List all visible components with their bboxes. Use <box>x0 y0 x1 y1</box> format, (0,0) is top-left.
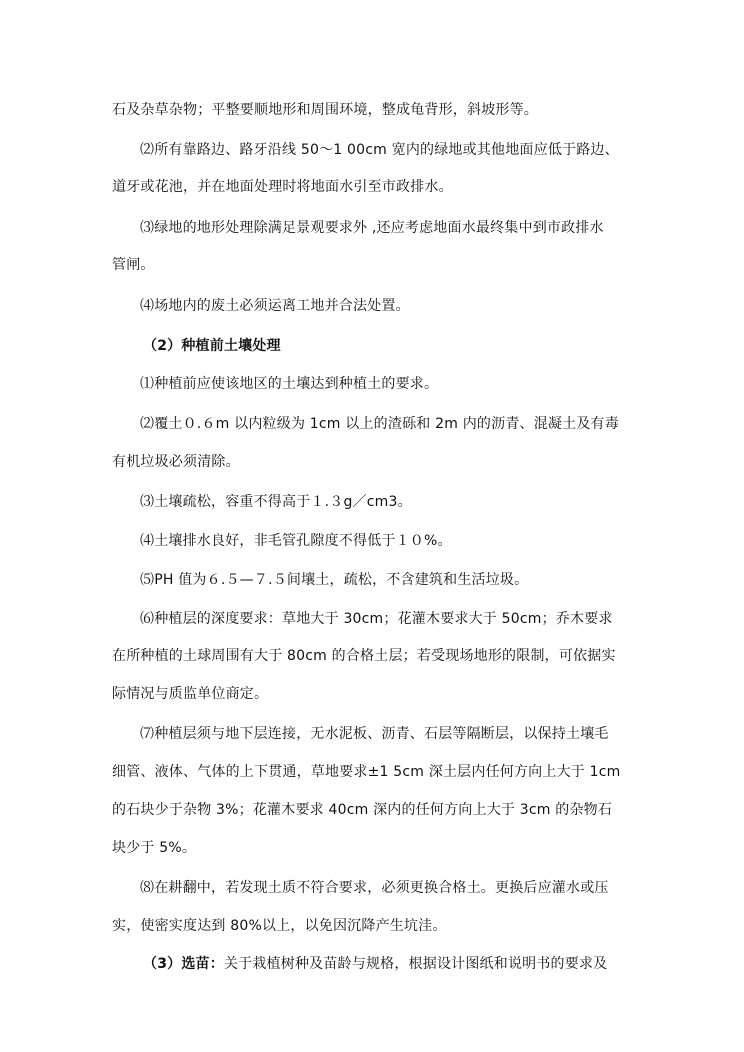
paragraph-line: ⑴种植前应使该地区的土壤达到种植土的要求。 <box>140 376 439 392</box>
paragraph-line: ⑶土壤疏松，容重不得高于１.３g／cm3。 <box>140 494 412 510</box>
paragraph-line: 管闸。 <box>112 257 155 273</box>
paragraph-line: 际情况与质监单位商定。 <box>112 686 269 702</box>
inline-text: 关于栽植树种及苗龄与规格，根据设计图纸和说明书的要求及 <box>223 956 608 972</box>
paragraph-line: 有机垃圾必须清除。 <box>112 454 240 470</box>
paragraph-line: 实，使密实度达到 80%以上，以免因沉降产生坑洼。 <box>112 918 447 934</box>
paragraph-line: 石及杂草杂物；平整要顺地形和周围环境，整成龟背形，斜坡形等。 <box>112 102 538 118</box>
paragraph-line: ⑵所有靠路边、路牙沿线 50～1 00cm 宽内的绿地或其他地面应低于路边、 <box>140 142 619 158</box>
paragraph-line: 在所种植的土球周围有大于 80cm 的合格土层；若受现场地形的限制，可依据实 <box>112 648 616 664</box>
paragraph-line: ⑶绿地的地形处理除满足景观要求外 ,还应考虑地面水最终集中到市政排水 <box>140 220 604 236</box>
paragraph-line: ⑸PH 值为６.５—７.５间壤土，疏松，不含建筑和生活垃圾。 <box>140 572 529 588</box>
paragraph-line: 细管、液体、气体的上下贯通，草地要求±1 5cm 深土层内任何方向上大于 1cm <box>112 764 621 780</box>
paragraph-line: ⑹种植层的深度要求：草地大于 30cm；花灌木要求大于 50cm；乔木要求 <box>140 611 613 627</box>
section-heading: （2）种植前土壤处理 <box>143 338 281 354</box>
paragraph-line: 的石块少于杂物 3%；花灌木要求 40cm 深内的任何方向上大于 3cm 的杂物石 <box>112 802 613 818</box>
paragraph-line: ⑷场地内的废土必须运离工地并合法处置。 <box>140 298 410 314</box>
paragraph-line: ⑷土壤排水良好，非毛管孔隙度不得低于１０%。 <box>140 533 452 549</box>
paragraph-line: ⑻在耕翻中，若发现土质不符合要求，必须更换合格土。更换后应灌水或压 <box>140 880 609 896</box>
paragraph-line: 块少于 5%。 <box>112 840 197 856</box>
paragraph-line: ⑺种植层须与地下层连接，无水泥板、沥青、石层等隔断层，以保持土壤毛 <box>140 726 609 742</box>
paragraph-line: ⑵覆土０.６m 以内粒级为 1cm 以上的渣砾和 2m 内的沥青、混凝土及有毒 <box>140 416 619 432</box>
paragraph-line: 道牙或花池，并在地面处理时将地面水引至市政排水。 <box>112 179 453 195</box>
paragraph-line-with-heading <box>143 954 607 974</box>
inline-heading: （3）选苗： <box>143 956 224 972</box>
